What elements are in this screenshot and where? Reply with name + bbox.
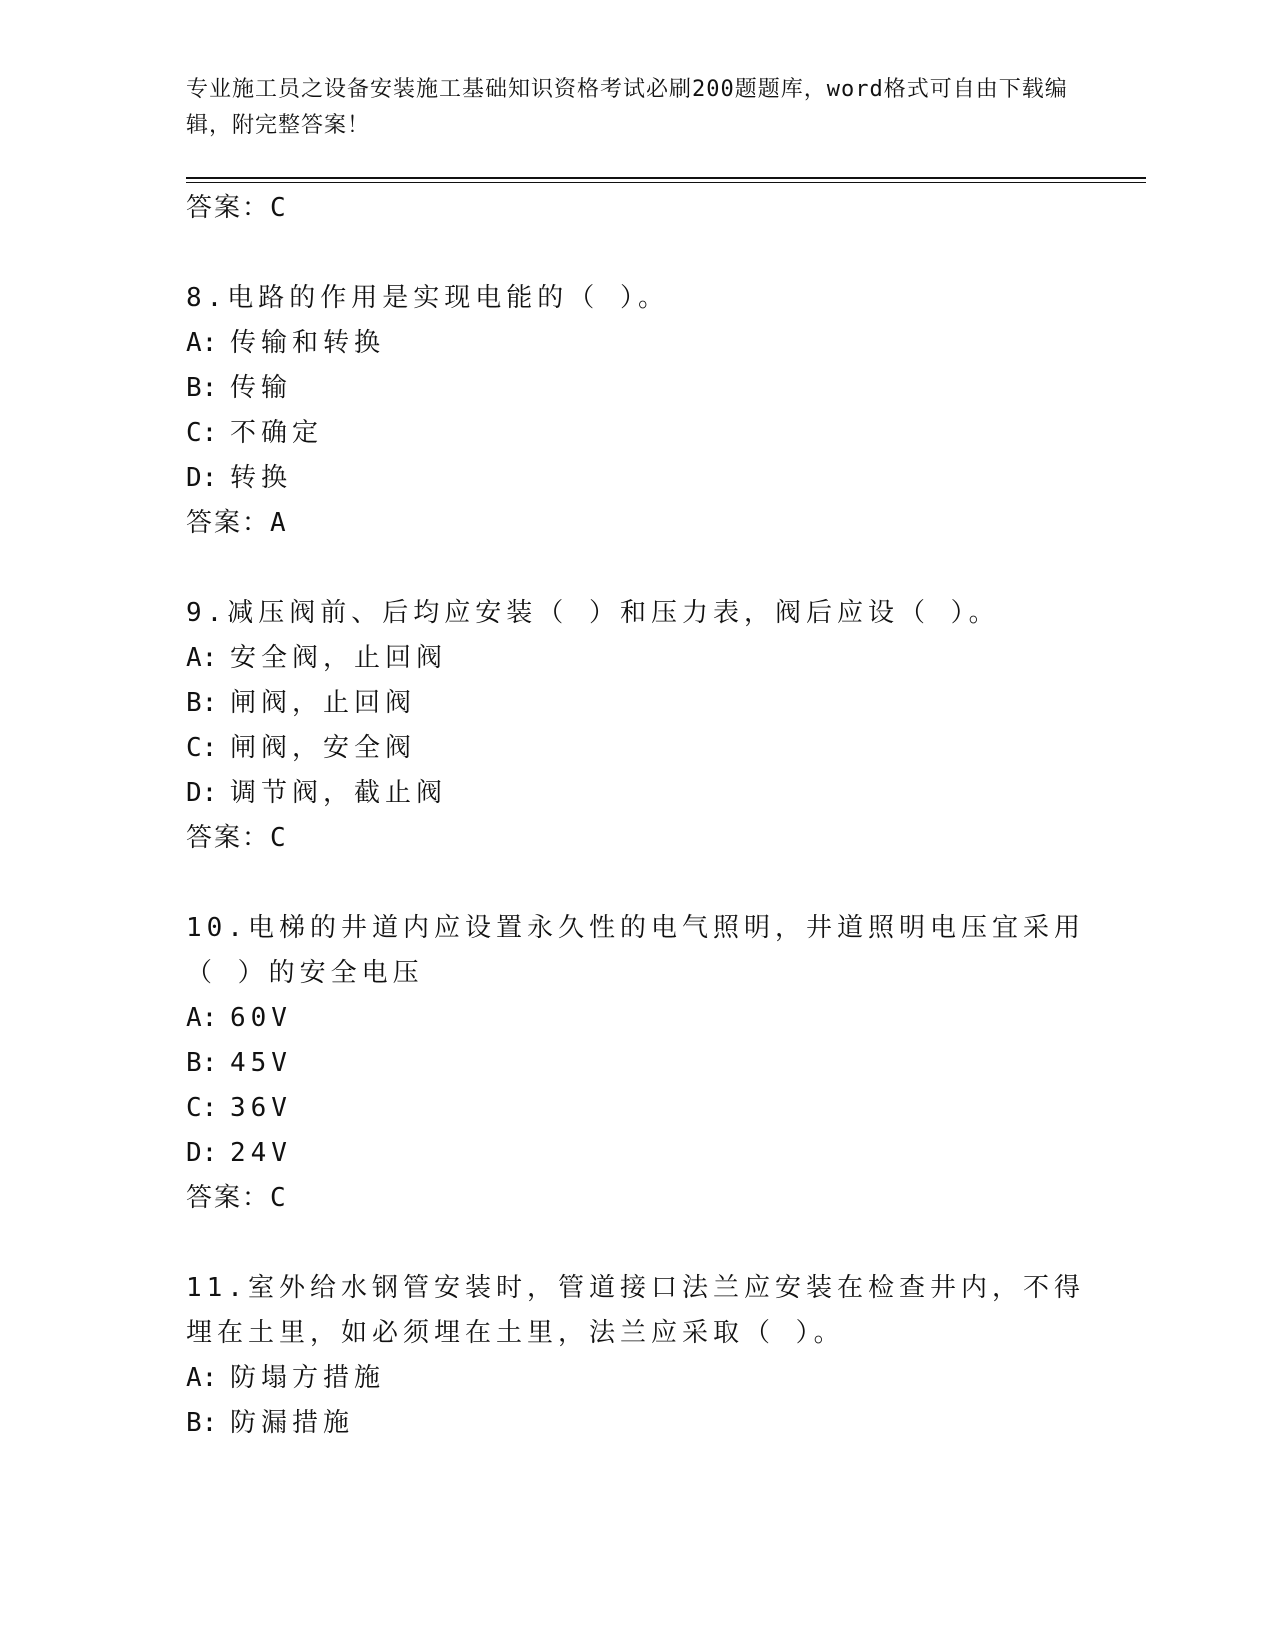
header-divider: [186, 177, 1146, 179]
question-stem: 11.室外给水钢管安装时，管道接口法兰应安装在检查井内，不得埋在土里，如必须埋在土里，法兰应采取（ ）。: [186, 1273, 1085, 1348]
option-text: 防塌方措施: [230, 1363, 386, 1393]
answer-line: 答案：C: [186, 1183, 288, 1213]
spacer: [186, 1221, 1086, 1266]
option-text: 防漏措施: [230, 1408, 355, 1438]
option-text: 转换: [230, 463, 293, 493]
spacer: [186, 231, 1086, 276]
option-letter: A:: [186, 643, 218, 673]
option-c: [186, 726, 1086, 771]
question-stem: 10.电梯的井道内应设置永久性的电气照明，井道照明电压宜采用（ ）的安全电压: [186, 913, 1085, 988]
option-text: 不确定: [230, 418, 324, 448]
option-text: 传输: [230, 373, 293, 403]
question-list: [186, 186, 1086, 1446]
option-letter: A:: [186, 328, 218, 358]
option-text: 24V: [230, 1138, 292, 1168]
option-letter: B:: [186, 1408, 218, 1438]
option-text: 45V: [230, 1048, 292, 1078]
option-letter: D:: [186, 778, 218, 808]
question-block: [186, 276, 1086, 546]
option-text: 闸阀，安全阀: [230, 733, 417, 763]
option-a: [186, 1356, 1086, 1401]
option-a: [186, 321, 1086, 366]
option-b: [186, 1041, 1086, 1086]
question-block: [186, 1266, 1086, 1446]
option-letter: A:: [186, 1363, 218, 1393]
answer-line: 答案：C: [186, 193, 288, 223]
option-letter: C:: [186, 733, 218, 763]
option-b: [186, 366, 1086, 411]
option-letter: D:: [186, 463, 218, 493]
spacer: [186, 546, 1086, 591]
option-text: 36V: [230, 1093, 292, 1123]
option-letter: C:: [186, 418, 218, 448]
option-text: 传输和转换: [230, 328, 386, 358]
question-stem: 9.减压阀前、后均应安装（ ）和压力表，阀后应设（ ）。: [186, 598, 1000, 628]
option-a: [186, 636, 1086, 681]
option-c: [186, 1086, 1086, 1131]
question-block: [186, 591, 1086, 861]
answer-line: 答案：C: [186, 823, 288, 853]
answer-line: 答案：A: [186, 508, 288, 538]
option-a: [186, 996, 1086, 1041]
option-d: [186, 771, 1086, 816]
option-d: [186, 1131, 1086, 1176]
option-letter: C:: [186, 1093, 218, 1123]
option-c: [186, 411, 1086, 456]
option-letter: D:: [186, 1138, 218, 1168]
option-b: [186, 1401, 1086, 1446]
question-stem: 8.电路的作用是实现电能的（ ）。: [186, 283, 669, 313]
header-divider-thin: [186, 182, 1146, 183]
option-text: 闸阀，止回阀: [230, 688, 417, 718]
option-letter: B:: [186, 373, 218, 403]
option-text: 安全阀，止回阀: [230, 643, 448, 673]
option-text: 60V: [230, 1003, 292, 1033]
option-letter: A:: [186, 1003, 218, 1033]
option-d: [186, 456, 1086, 501]
option-b: [186, 681, 1086, 726]
document-header: 专业施工员之设备安装施工基础知识资格考试必刷200题题库，word格式可自由下载编辑，附完整答案！: [186, 77, 1068, 138]
spacer: [186, 861, 1086, 906]
option-text: 调节阀，截止阀: [230, 778, 448, 808]
option-letter: B:: [186, 688, 218, 718]
question-block: [186, 906, 1086, 1221]
option-letter: B:: [186, 1048, 218, 1078]
